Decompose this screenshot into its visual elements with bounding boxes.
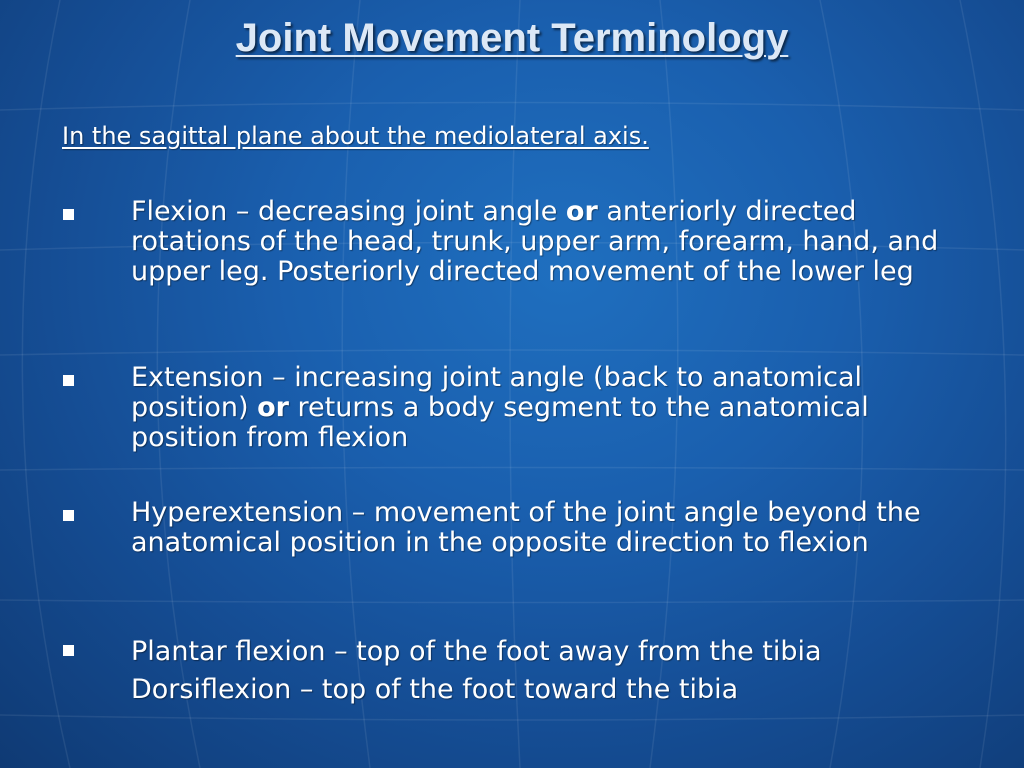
bullet-text: anteriorly directed rotations of the head, trunk, upper arm, forearm, hand, and upper leg. Posteriorly directed movement of the lower leg <box>131 196 939 287</box>
bullet-marker <box>63 375 74 386</box>
bullet-text-line-dorsiflexion: Dorsiflexion – top of the foot toward the tibia <box>131 674 739 705</box>
bullet-bold-text: or <box>565 196 598 227</box>
bullet-marker <box>63 510 74 521</box>
bullet-text: Hyperextension – movement of the joint angle beyond the anatomical position in the opposite direction to flexion <box>131 497 921 558</box>
slide-title: Joint Movement Terminology <box>235 16 789 60</box>
slide-subtitle: In the sagittal plane about the mediolateral axis. <box>62 122 649 150</box>
bullet-marker <box>63 209 74 220</box>
bullet-item-plantar-dorsiflexion <box>131 633 961 709</box>
bullet-marker <box>63 645 74 656</box>
bullet-text: Extension – increasing joint angle (back to anatomical position) <box>131 362 863 423</box>
bullet-text: returns a body segment to the anatomical position from flexion <box>131 392 869 453</box>
bullet-text-line-plantar: Plantar flexion – top of the foot away from the tibia <box>131 636 822 667</box>
bullet-item-flexion <box>131 197 961 287</box>
bullet-item-extension <box>131 363 961 453</box>
bullet-text: Flexion – decreasing joint angle <box>131 196 566 227</box>
bullet-item-hyperextension <box>131 498 961 558</box>
bullet-bold-text: or <box>257 392 289 423</box>
